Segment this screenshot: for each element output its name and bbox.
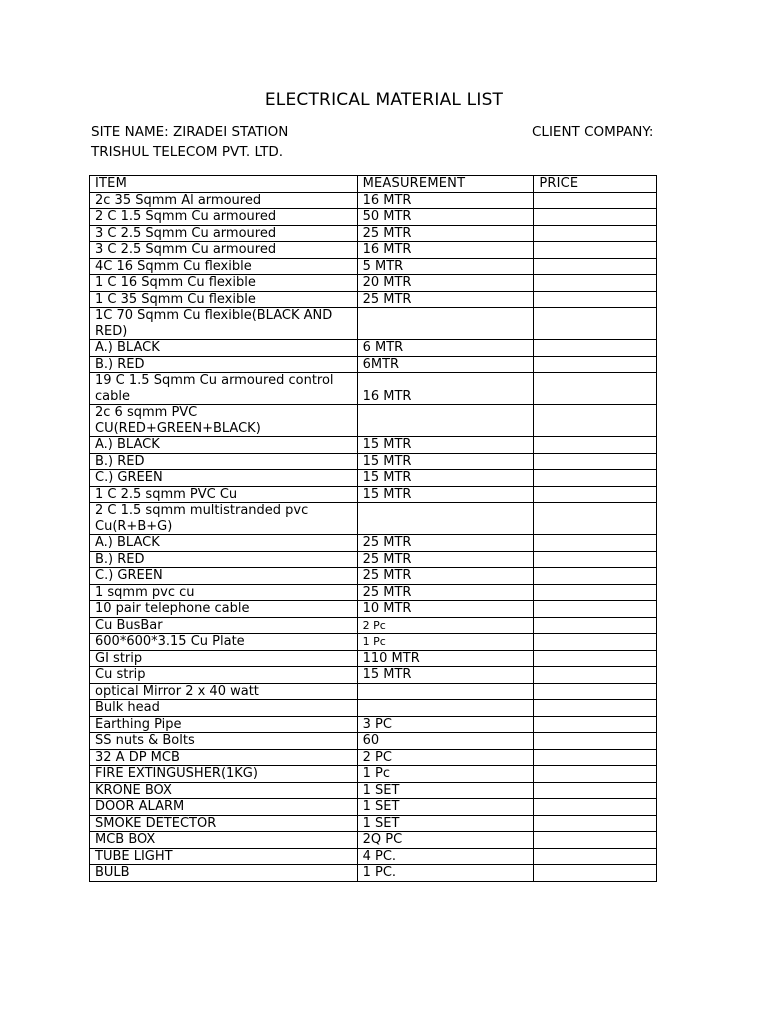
table-row	[90, 650, 657, 667]
table-row	[90, 733, 657, 750]
cell-measurement: 110 MTR	[357, 650, 534, 667]
column-header-price: PRICE	[534, 176, 657, 193]
cell-item: C.) GREEN	[90, 568, 358, 585]
cell-price	[534, 470, 657, 487]
table-row	[90, 782, 657, 799]
cell-item: 2c 35 Sqmm Al armoured	[90, 192, 358, 209]
table-row	[90, 291, 657, 308]
table-row	[90, 667, 657, 684]
cell-item: 4C 16 Sqmm Cu flexible	[90, 258, 358, 275]
cell-measurement: 6 MTR	[357, 340, 534, 357]
table-row	[90, 617, 657, 634]
table-row	[90, 634, 657, 651]
cell-item: 3 C 2.5 Sqmm Cu armoured	[90, 225, 358, 242]
cell-price	[534, 192, 657, 209]
cell-price	[534, 683, 657, 700]
cell-measurement: 15 MTR	[357, 486, 534, 503]
cell-price	[534, 848, 657, 865]
cell-price	[534, 405, 657, 437]
cell-measurement: 16 MTR	[357, 242, 534, 259]
cell-price	[534, 437, 657, 454]
cell-item: SMOKE DETECTOR	[90, 815, 358, 832]
cell-price	[534, 535, 657, 552]
cell-item: 3 C 2.5 Sqmm Cu armoured	[90, 242, 358, 259]
cell-measurement: 60	[357, 733, 534, 750]
cell-measurement: 25 MTR	[357, 291, 534, 308]
cell-price	[534, 551, 657, 568]
cell-item: 1 C 2.5 sqmm PVC Cu	[90, 486, 358, 503]
table-row	[90, 535, 657, 552]
table-row	[90, 601, 657, 618]
cell-measurement: 1 SET	[357, 782, 534, 799]
cell-price	[534, 568, 657, 585]
cell-price	[534, 308, 657, 340]
cell-item: A.) BLACK	[90, 340, 358, 357]
cell-item: GI strip	[90, 650, 358, 667]
column-header-measurement: MEASUREMENT	[357, 176, 534, 193]
cell-measurement: 2 PC	[357, 749, 534, 766]
table-row	[90, 192, 657, 209]
cell-item: Cu BusBar	[90, 617, 358, 634]
cell-measurement: 2 Pc	[357, 617, 534, 634]
cell-price	[534, 291, 657, 308]
cell-price	[534, 700, 657, 717]
cell-measurement: 15 MTR	[357, 437, 534, 454]
cell-item: B.) RED	[90, 551, 358, 568]
table-row	[90, 453, 657, 470]
cell-measurement: 25 MTR	[357, 535, 534, 552]
cell-price	[534, 634, 657, 651]
cell-price	[534, 782, 657, 799]
cell-price	[534, 799, 657, 816]
cell-item: FIRE EXTINGUSHER(1KG)	[90, 766, 358, 783]
cell-price	[534, 242, 657, 259]
table-row	[90, 503, 657, 535]
cell-measurement	[357, 700, 534, 717]
cell-measurement: 6MTR	[357, 356, 534, 373]
cell-measurement: 16 MTR	[357, 192, 534, 209]
table-row	[90, 486, 657, 503]
cell-measurement: 3 PC	[357, 716, 534, 733]
cell-price	[534, 503, 657, 535]
cell-item: 2c 6 sqmm PVC CU(RED+GREEN+BLACK)	[90, 405, 358, 437]
table-header-row	[90, 176, 657, 193]
cell-price	[534, 617, 657, 634]
cell-item: 10 pair telephone cable	[90, 601, 358, 618]
cell-item: 32 A DP MCB	[90, 749, 358, 766]
table-row	[90, 275, 657, 292]
table-row	[90, 815, 657, 832]
cell-price	[534, 486, 657, 503]
table-row	[90, 356, 657, 373]
cell-price	[534, 601, 657, 618]
cell-price	[534, 340, 657, 357]
cell-measurement: 25 MTR	[357, 568, 534, 585]
table-row	[90, 470, 657, 487]
cell-measurement: 10 MTR	[357, 601, 534, 618]
table-row	[90, 225, 657, 242]
cell-measurement: 1 SET	[357, 799, 534, 816]
table-row	[90, 683, 657, 700]
document-title: ELECTRICAL MATERIAL LIST	[264, 90, 504, 110]
cell-measurement	[357, 308, 534, 340]
cell-price	[534, 373, 657, 405]
cell-measurement: 15 MTR	[357, 470, 534, 487]
cell-item: DOOR ALARM	[90, 799, 358, 816]
cell-measurement: 4 PC.	[357, 848, 534, 865]
cell-measurement: 25 MTR	[357, 584, 534, 601]
cell-measurement: 15 MTR	[357, 453, 534, 470]
cell-item: Earthing Pipe	[90, 716, 358, 733]
cell-measurement	[357, 405, 534, 437]
table-row	[90, 242, 657, 259]
material-table	[89, 175, 657, 882]
table-row	[90, 340, 657, 357]
cell-item: 2 C 1.5 sqmm multistranded pvc Cu(R+B+G)	[90, 503, 358, 535]
site-name: SITE NAME: ZIRADEI STATION	[91, 124, 289, 140]
table-row	[90, 568, 657, 585]
cell-item: SS nuts & Bolts	[90, 733, 358, 750]
cell-item: 19 C 1.5 Sqmm Cu armoured control cable	[90, 373, 358, 405]
cell-price	[534, 356, 657, 373]
cell-item: 1C 70 Sqmm Cu flexible(BLACK AND RED)	[90, 308, 358, 340]
cell-item: B.) RED	[90, 453, 358, 470]
cell-price	[534, 258, 657, 275]
cell-measurement: 25 MTR	[357, 551, 534, 568]
cell-price	[534, 733, 657, 750]
table-row	[90, 848, 657, 865]
table-row	[90, 373, 657, 405]
cell-price	[534, 832, 657, 849]
table-row	[90, 832, 657, 849]
cell-price	[534, 865, 657, 882]
cell-item: 600*600*3.15 Cu Plate	[90, 634, 358, 651]
table-row	[90, 209, 657, 226]
cell-price	[534, 749, 657, 766]
cell-item: Cu strip	[90, 667, 358, 684]
table-row	[90, 716, 657, 733]
cell-item: KRONE BOX	[90, 782, 358, 799]
cell-measurement: 25 MTR	[357, 225, 534, 242]
cell-price	[534, 667, 657, 684]
table-row	[90, 308, 657, 340]
table-row	[90, 437, 657, 454]
cell-price	[534, 815, 657, 832]
cell-item: 1 C 16 Sqmm Cu flexible	[90, 275, 358, 292]
cell-item: Bulk head	[90, 700, 358, 717]
cell-price	[534, 766, 657, 783]
cell-price	[534, 584, 657, 601]
cell-item: B.) RED	[90, 356, 358, 373]
cell-measurement: 1 Pc	[357, 634, 534, 651]
cell-item: A.) BLACK	[90, 535, 358, 552]
cell-item: MCB BOX	[90, 832, 358, 849]
cell-price	[534, 209, 657, 226]
table-row	[90, 799, 657, 816]
cell-measurement	[357, 683, 534, 700]
table-row	[90, 865, 657, 882]
table-body	[90, 192, 657, 881]
table-row	[90, 766, 657, 783]
cell-measurement: 1 PC.	[357, 865, 534, 882]
table-row	[90, 584, 657, 601]
cell-item: TUBE LIGHT	[90, 848, 358, 865]
cell-measurement: 50 MTR	[357, 209, 534, 226]
cell-item: 2 C 1.5 Sqmm Cu armoured	[90, 209, 358, 226]
site-info-line	[91, 124, 677, 142]
cell-price	[534, 275, 657, 292]
cell-measurement: 5 MTR	[357, 258, 534, 275]
cell-measurement: 20 MTR	[357, 275, 534, 292]
client-company-name: TRISHUL TELECOM PVT. LTD.	[91, 144, 284, 160]
cell-measurement: 2Q PC	[357, 832, 534, 849]
table-row	[90, 405, 657, 437]
table-row	[90, 258, 657, 275]
cell-item: optical Mirror 2 x 40 watt	[90, 683, 358, 700]
cell-measurement: 15 MTR	[357, 667, 534, 684]
client-company-label: CLIENT COMPANY:	[532, 124, 654, 140]
cell-price	[534, 650, 657, 667]
cell-item: 1 C 35 Sqmm Cu flexible	[90, 291, 358, 308]
cell-measurement: 1 Pc	[357, 766, 534, 783]
cell-price	[534, 716, 657, 733]
table-row	[90, 749, 657, 766]
cell-measurement: 16 MTR	[357, 373, 534, 405]
cell-item: BULB	[90, 865, 358, 882]
cell-item: A.) BLACK	[90, 437, 358, 454]
column-header-item: ITEM	[90, 176, 358, 193]
cell-item: C.) GREEN	[90, 470, 358, 487]
cell-price	[534, 225, 657, 242]
cell-item: 1 sqmm pvc cu	[90, 584, 358, 601]
table-row	[90, 551, 657, 568]
cell-measurement: 1 SET	[357, 815, 534, 832]
cell-price	[534, 453, 657, 470]
table-row	[90, 700, 657, 717]
cell-measurement	[357, 503, 534, 535]
